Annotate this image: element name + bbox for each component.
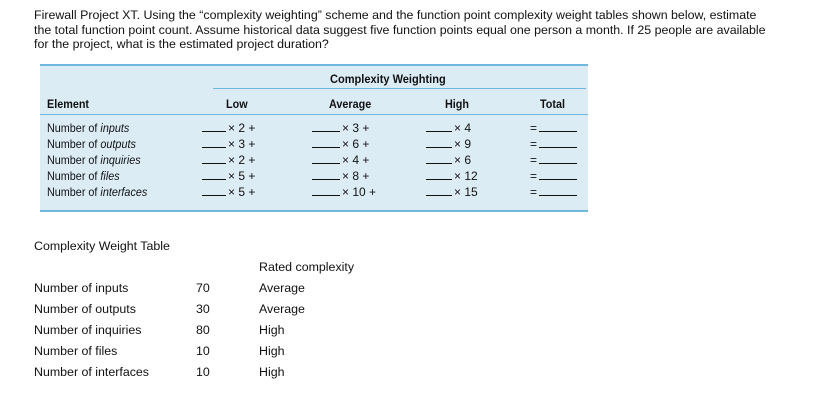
header-low: Low — [226, 97, 248, 111]
low-cell: × 5 + — [202, 184, 255, 200]
row-label: Number of outputs — [34, 302, 136, 316]
row-label: Number of interfaces — [34, 365, 150, 379]
row-rating: Average — [259, 302, 305, 316]
row-label: Number of inquiries — [34, 323, 142, 337]
high-cell: × 12 — [426, 168, 478, 184]
average-cell: × 8 + — [312, 168, 369, 184]
total-cell: = — [530, 152, 579, 168]
high-cell: × 6 — [426, 152, 471, 168]
question-text: Firewall Project XT. Using the “complexity weighting” scheme and the function point complexity weight tables shown below, estimate the total function point count. Assume historical data suggest five function points equal one person a month. If 25 people are available for the project, what is the estimated project duration? — [34, 8, 766, 52]
row-value: 10 — [196, 365, 210, 379]
row-value: 70 — [196, 281, 210, 295]
table-row-label: Number of outputs — [47, 137, 136, 151]
average-cell: × 4 + — [312, 152, 369, 168]
row-rating: High — [259, 323, 285, 337]
low-cell: × 3 + — [202, 136, 255, 152]
table-row-label: Number of inputs — [47, 121, 130, 135]
table-row-label: Number of files — [47, 169, 120, 183]
total-cell: = — [530, 168, 579, 184]
header-total: Total — [540, 97, 566, 111]
table-row-label: Number of inquiries — [47, 153, 141, 167]
header-divider — [213, 88, 586, 89]
row-label: Number of inputs — [34, 281, 129, 295]
high-cell: × 9 — [426, 136, 471, 152]
header-underline — [40, 114, 588, 115]
low-cell: × 2 + — [202, 120, 255, 136]
row-label: Number of files — [34, 344, 118, 358]
average-cell: × 10 + — [312, 184, 376, 200]
rated-complexity-header: Rated complexity — [259, 260, 355, 274]
high-cell: × 15 — [426, 184, 478, 200]
high-cell: × 4 — [426, 120, 471, 136]
row-rating: High — [259, 365, 285, 379]
average-cell: × 6 + — [312, 136, 369, 152]
low-cell: × 5 + — [202, 168, 255, 184]
row-value: 80 — [196, 323, 210, 337]
total-cell: = — [530, 184, 579, 200]
row-rating: Average — [259, 281, 305, 295]
table-row-label: Number of interfaces — [47, 185, 148, 199]
header-element: Element — [47, 97, 90, 111]
header-high: High — [445, 97, 470, 111]
complexity-weighting-table — [40, 64, 588, 212]
complexity-weighting-title: Complexity Weighting — [330, 72, 446, 86]
complexity-weight-table-title: Complexity Weight Table — [34, 239, 170, 253]
total-cell: = — [530, 136, 579, 152]
average-cell: × 3 + — [312, 120, 369, 136]
low-cell: × 2 + — [202, 152, 255, 168]
row-rating: High — [259, 344, 285, 358]
row-value: 10 — [196, 344, 210, 358]
total-cell: = — [530, 120, 579, 136]
row-value: 30 — [196, 302, 210, 316]
header-average: Average — [329, 97, 372, 111]
